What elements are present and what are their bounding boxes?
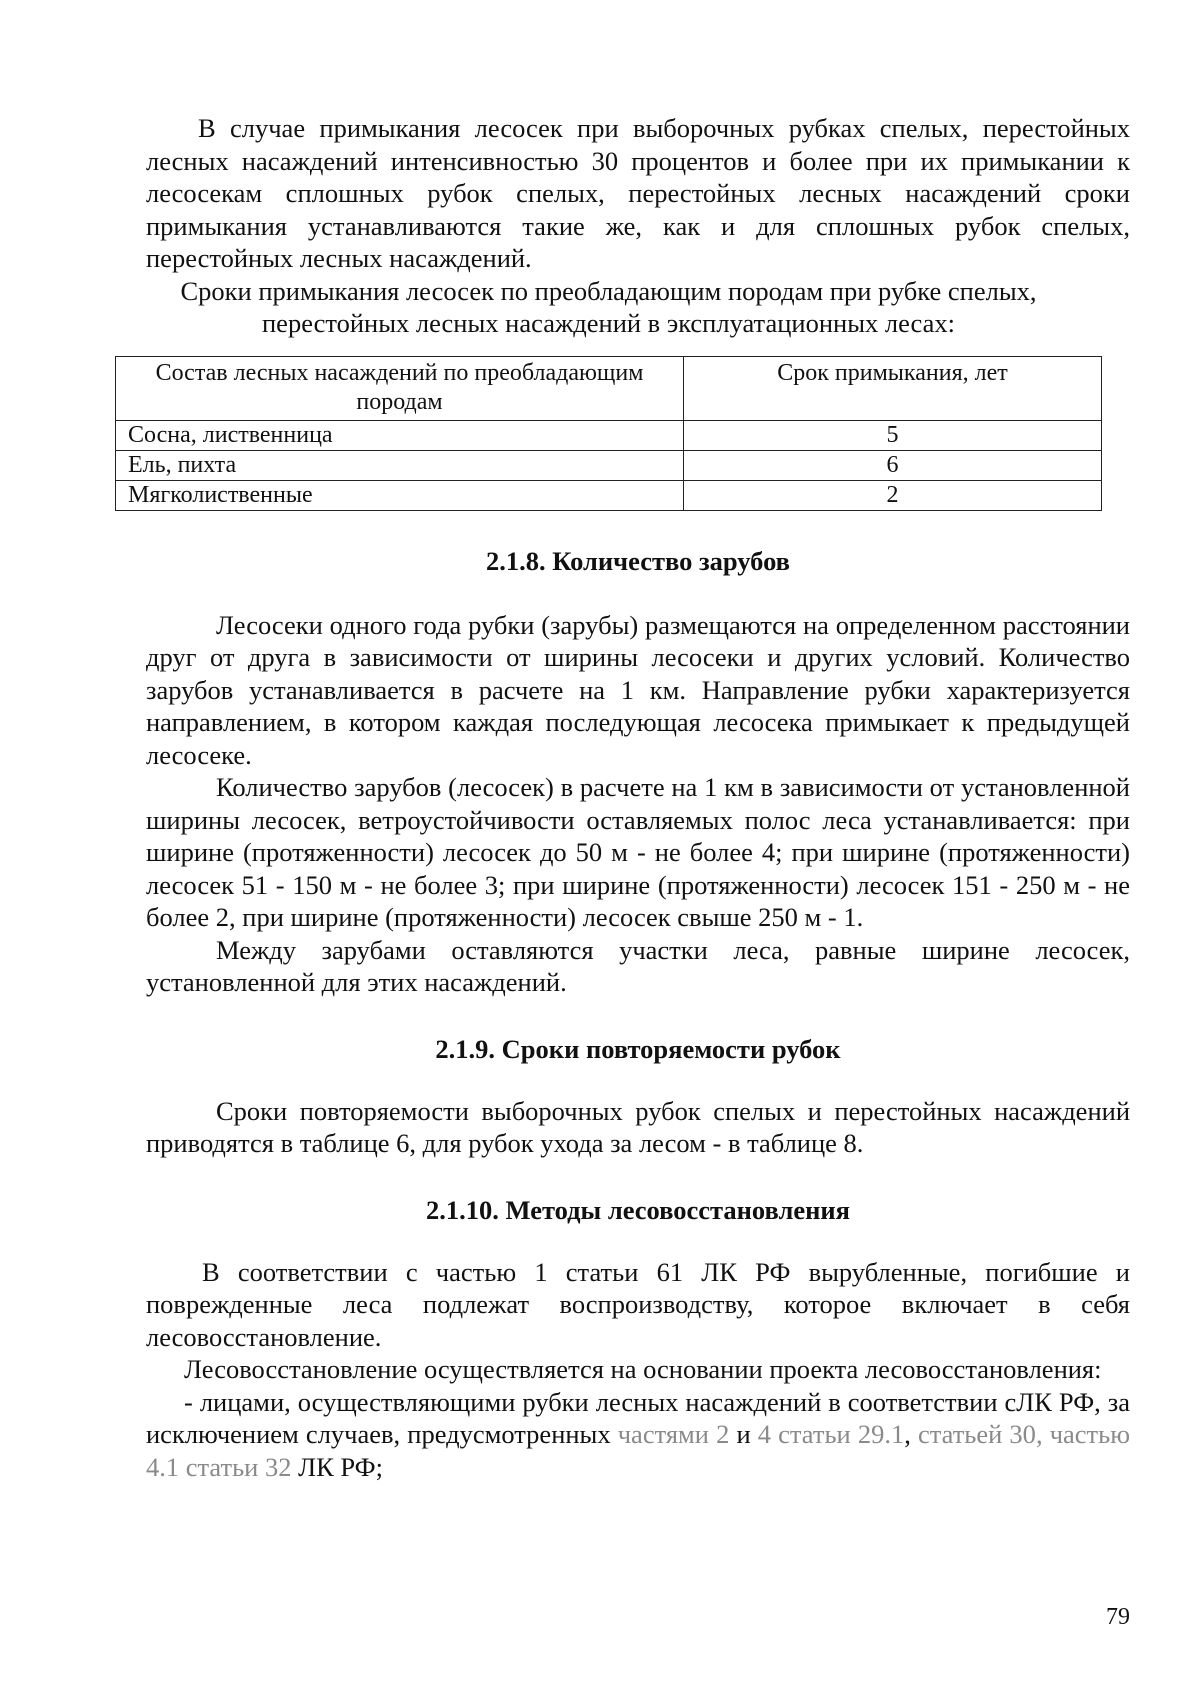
table-row: [116, 420, 1102, 450]
paragraph-text: ,: [1035, 1419, 1050, 1449]
table-caption-line-2: перестойных лесных насаждений в эксплуатационных лесах:: [262, 308, 955, 338]
table-header-years: Срок примыкания, лет: [684, 356, 1102, 420]
law-reference-link[interactable]: статьей 30: [917, 1419, 1036, 1449]
paragraph-text: ЛК РФ;: [291, 1451, 383, 1482]
paragraph-text: и: [729, 1419, 758, 1449]
law-reference-link[interactable]: частью 4.1 статьи 32: [146, 1419, 1131, 1482]
section-heading-2-1-9: 2.1.9. Сроки повторяемости рубок: [435, 1033, 841, 1064]
paragraph-text: ,: [904, 1419, 918, 1449]
table-caption-line-1: Сроки примыкания лесосек по преобладающим породам при рубке спелых,: [180, 275, 1037, 306]
table-cell-species: Мягколиственные: [116, 480, 684, 510]
law-reference-link[interactable]: частями 2: [617, 1419, 730, 1449]
section-2-1-8-paragraph-1: Лесосеки одного года рубки (зарубы) размещаются на определенном расстоянии друг от друга в зависимости от ширины лесосеки и других условий. Количество зарубов устанавливается в расчете на 1 км. Направление рубки характеризуется направлением, в котором каждая последующая лесосека примыкает к предыдущей лесосеке.: [146, 609, 1130, 770]
section-2-1-10-body: [146, 1256, 1130, 1484]
section-2-1-10-paragraph-2: Лесовосстановление осуществляется на основании проекта лесовосстановления:: [184, 1354, 1102, 1384]
section-2-1-8-body: [146, 609, 1130, 999]
law-reference-link[interactable]: 4 статьи 29.1: [757, 1419, 905, 1449]
table-header-row: [116, 356, 1102, 420]
intro-paragraph: В случае примыкания лесосек при выборочных рубках спелых, перестойных лесных насаждений интенсивностью 30 процентов и более при их примыкании к лесосекам сплошных рубок спелых, перестойных лесных насаждений сроки примыкания устанавливаются такие же, как и для сплошных рубок спелых, перестойных лесных насаждений.: [146, 113, 1130, 273]
table-cell-years: 6: [684, 450, 1102, 480]
section-2-1-8-paragraph-3: Между зарубами оставляются участки леса, равные ширине лесосек, установленной для этих насаждений.: [146, 934, 1130, 997]
section-2-1-8-paragraph-2: Количество зарубов (лесосек) в расчете на 1 км в зависимости от установленной ширины лесосек, ветроустойчивости оставляемых полос леса устанавливается: при ширине (протяженности) лесосек до 50 м - не более 4; при ширине (протяженности) лесосек 51 - 150 м - не более 3; при ширине (протяженности) лесосек 151 - 250 м - не более 2, при ширине (протяженности) лесосек свыше 250 м - 1.: [146, 772, 1130, 932]
table-row: [116, 450, 1102, 480]
table-cell-species: Сосна, лиственница: [116, 420, 684, 450]
table-row: [116, 480, 1102, 510]
adjacency-period-table: [115, 356, 1102, 511]
page-number: 79: [1106, 1604, 1130, 1630]
table-cell-years: 5: [684, 420, 1102, 450]
section-heading-2-1-10: 2.1.10. Методы лесовосстановления: [426, 1194, 850, 1225]
section-2-1-9-body: [146, 1095, 1130, 1160]
document-page: [128, 112, 1131, 1483]
section-heading-2-1-8: 2.1.8. Количество зарубов: [486, 545, 790, 576]
paragraph-text: - лицами, осуществляющими рубки лесных насаждений в соответствии сЛК РФ, за исключением случаев, предусмотренных: [146, 1386, 1130, 1449]
table-header-species: Состав лесных насаждений по преобладающим породам: [116, 356, 684, 420]
section-2-1-9-paragraph-1: Сроки повторяемости выборочных рубок спелых и перестойных насаждений приводятся в таблице 6, для рубок ухода за лесом - в таблице 8.: [146, 1095, 1130, 1158]
section-2-1-10-paragraph-1: В соответствии с частью 1 статьи 61 ЛК РФ вырубленные, погибшие и поврежденные леса подлежат воспроизводству, которое включает в себя лесовосстановление.: [146, 1256, 1130, 1352]
section-2-1-10-paragraph-3: [146, 1386, 1130, 1484]
table-caption: [115, 275, 1102, 340]
table-cell-species: Ель, пихта: [116, 450, 684, 480]
table-cell-years: 2: [684, 480, 1102, 510]
